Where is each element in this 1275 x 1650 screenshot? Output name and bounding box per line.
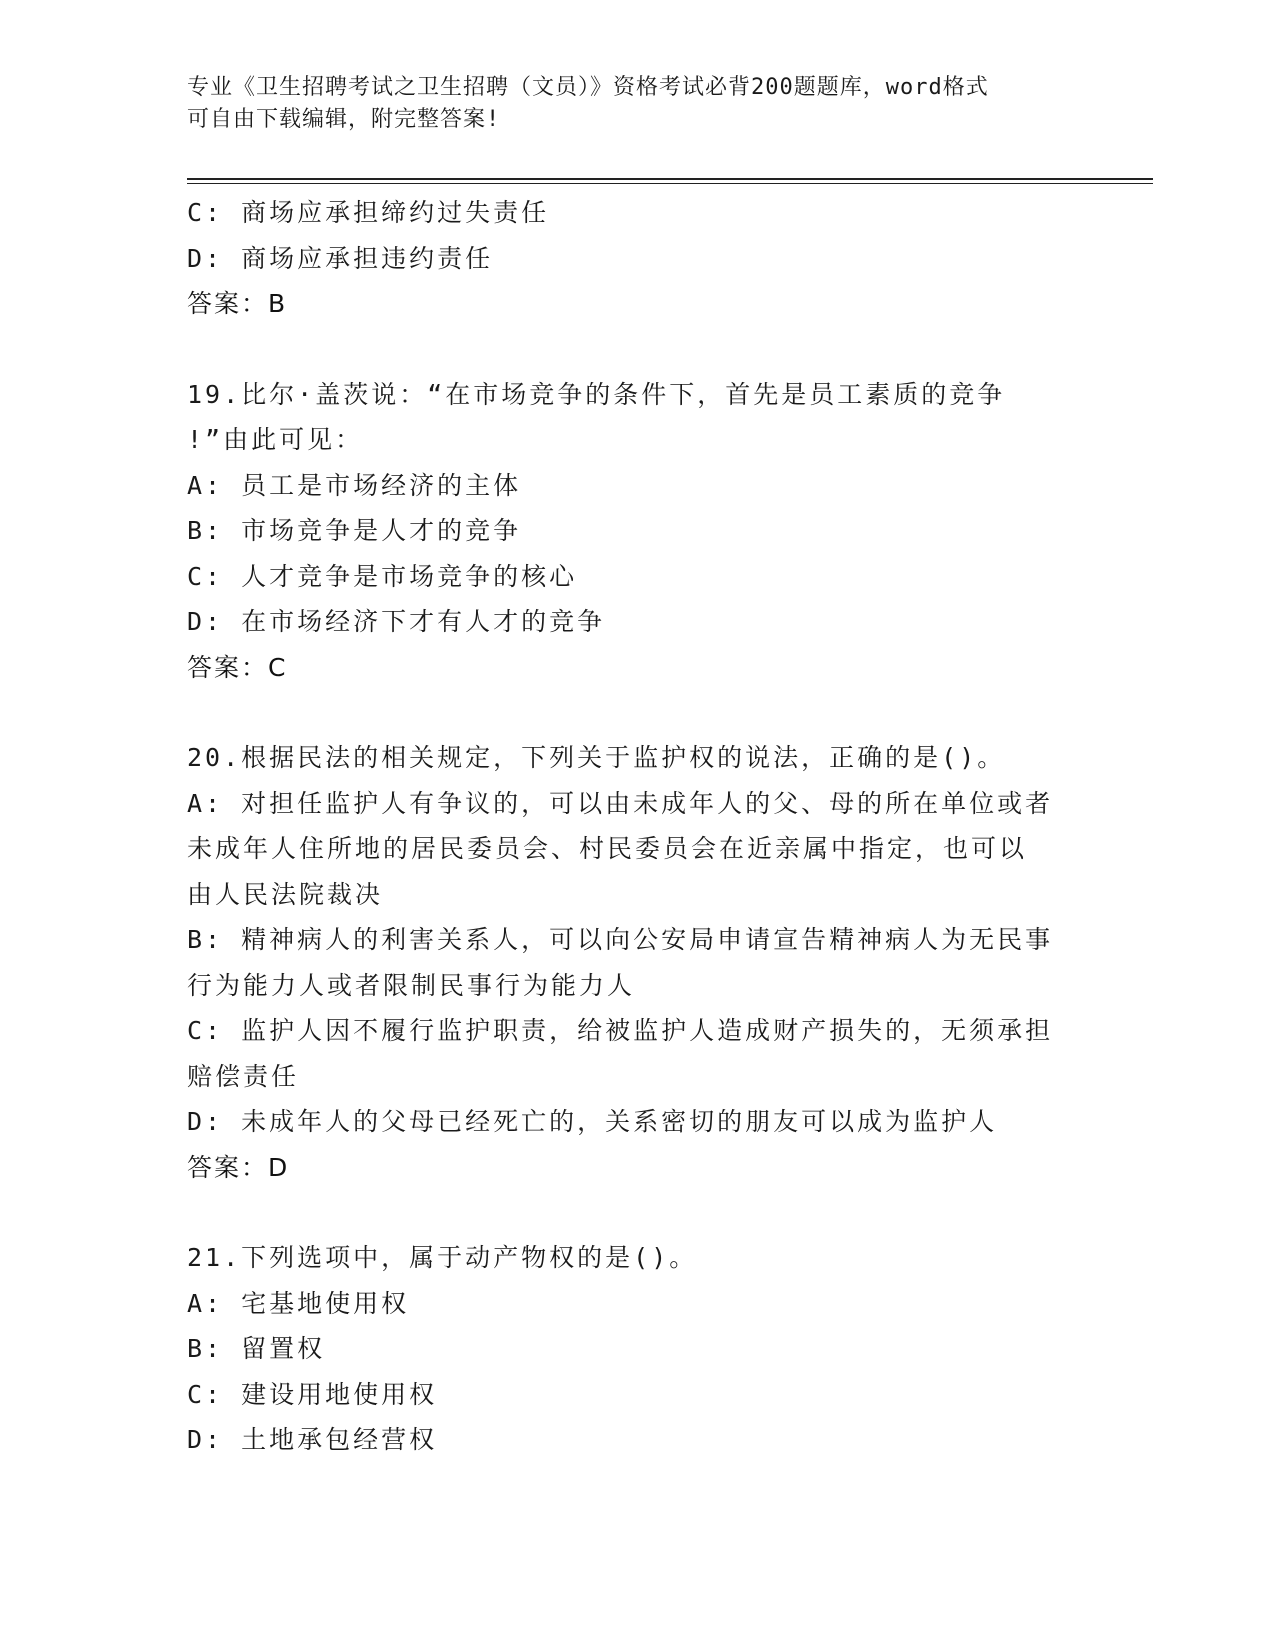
q21-option-c: C: 建设用地使用权 (187, 1379, 438, 1409)
q19-option-b: B: 市场竞争是人才的竞争 (187, 516, 522, 545)
question-list (187, 190, 1087, 1463)
q20-option-c-line-1: C: 监护人因不履行监护职责，给被监护人造成财产损失的，无须承担 (187, 1016, 1054, 1045)
q19-option-a: A: 员工是市场经济的主体 (187, 470, 522, 500)
q20-option-b-line-2: 行为能力人或者限制民事行为能力人 (187, 970, 636, 1000)
header-title-line-1: 专业《卫生招聘考试之卫生招聘（文员）》资格考试必背200题题库，word格式 (187, 75, 989, 100)
question-21 (187, 1235, 1087, 1463)
q20-option-d: D: 未成年人的父母已经死亡的，关系密切的朋友可以成为监护人 (187, 1107, 998, 1136)
q19-stem-line-1: 19.比尔·盖茨说：“在市场竞争的条件下，首先是员工素质的竞争 (187, 379, 1006, 409)
question-19 (187, 372, 1087, 691)
header-divider (187, 178, 1153, 184)
document-header (187, 72, 1067, 136)
q19-option-c: C: 人才竞争是市场竞争的核心 (187, 561, 578, 591)
question-20 (187, 735, 1087, 1190)
q18-answer: 答案：B (187, 289, 288, 318)
header-title-line-2: 可自由下载编辑，附完整答案! (187, 107, 501, 132)
q21-stem: 21.下列选项中，属于动产物权的是()。 (187, 1243, 698, 1272)
q18-option-c: C: 商场应承担缔约过失责任 (187, 198, 550, 227)
q18-option-d: D: 商场应承担违约责任 (187, 243, 494, 273)
spacer (187, 690, 1087, 735)
q20-option-c-line-2: 赔偿责任 (187, 1061, 300, 1091)
q19-option-d: D: 在市场经济下才有人才的竞争 (187, 607, 606, 636)
q20-answer: 答案：D (187, 1152, 290, 1182)
q20-option-a-line-1: A: 对担任监护人有争议的，可以由未成年人的父、母的所在单位或者 (187, 788, 1054, 818)
q20-option-a-line-2: 未成年人住所地的居民委员会、村民委员会在近亲属中指定，也可以 (187, 834, 1028, 863)
q20-option-b-line-1: B: 精神病人的利害关系人，可以向公安局申请宣告精神病人为无民事 (187, 925, 1054, 954)
spacer (187, 1190, 1087, 1235)
q20-option-a-line-3: 由人民法院裁决 (187, 879, 384, 909)
question-18 (187, 190, 1087, 327)
q21-option-a: A: 宅基地使用权 (187, 1288, 410, 1318)
q21-option-b: B: 留置权 (187, 1334, 326, 1363)
q19-answer: 答案：C (187, 652, 288, 682)
q19-stem-line-2: !”由此可见： (187, 425, 364, 454)
q21-option-d: D: 土地承包经营权 (187, 1425, 438, 1454)
spacer (187, 327, 1087, 372)
q20-stem: 20.根据民法的相关规定，下列关于监护权的说法，正确的是()。 (187, 743, 1006, 772)
